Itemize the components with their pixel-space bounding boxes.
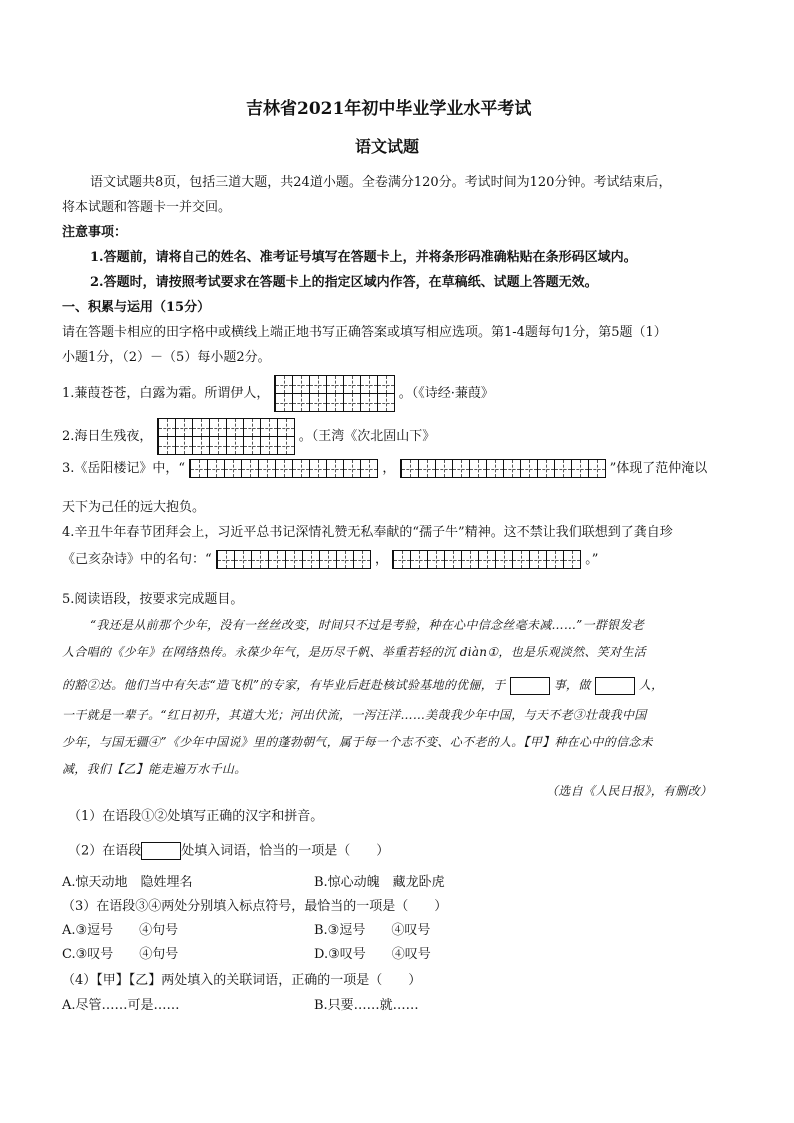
question-1 (62, 375, 494, 415)
question-1-source: 。（《诗经·蒹葭》 (398, 385, 494, 401)
subquestion-3-option-a[interactable]: A.③逗号 ④句号 (62, 923, 179, 938)
subquestion-4-option-b[interactable]: B.只要……就…… (314, 998, 419, 1013)
question-2-source: 。（王湾《次北固山下》 (298, 428, 436, 444)
question-3-answer-grid-a[interactable] (189, 459, 378, 478)
question-4-answer-grid-b[interactable] (392, 550, 581, 569)
subquestion-2-text: （2）在语段 (68, 843, 142, 859)
question-4-comma: ， (374, 551, 388, 567)
subquestion-4: （4）【甲】【乙】两处填入的关联词语，正确的一项是（ ） (62, 973, 422, 988)
subquestion-1: （1）在语段①②处填写正确的汉字和拼音。 (68, 809, 324, 824)
subquestion-2-option-a[interactable]: A.惊天动地 隐姓埋名 (62, 875, 193, 890)
section-instruction-2: 小题1分，（2）－（5）每小题2分。 (62, 350, 271, 365)
question-1-answer-grid[interactable] (274, 375, 395, 412)
subquestion-4-option-a[interactable]: A.尽管……可是…… (62, 998, 180, 1013)
notes-item-2: 2.答题时，请按照考试要求在答题卡上的指定区域内作答，在草稿纸、试题上答题无效。 (90, 275, 598, 290)
passage-source: （选自《人民日报》，有删改） (546, 784, 713, 798)
question-5-heading: 5.阅读语段，按要求完成题目。 (62, 592, 244, 607)
passage-line-2: 人合唱的《少年》在网络热传。永葆少年气，是历尽千帆、举重若轻的沉 diàn①，也是乐观淡然、笑对生活 (62, 645, 646, 659)
subquestion-2-blank-box[interactable] (141, 842, 181, 860)
question-3-answer-grid-b[interactable] (400, 459, 606, 478)
section-instruction-1: 请在答题卡相应的田字格中或横线上端正地书写正确答案或填写相应选项。第1-4题每句1分，第5题（1） (62, 325, 667, 340)
question-3-comma: ， (382, 460, 396, 476)
notes-item-1: 1.答题前，请将自己的姓名、准考证号填写在答题卡上，并将条形码准确粘贴在条形码区域内。 (90, 250, 637, 265)
question-4-text: 《己亥杂诗》中的名句：“ (62, 551, 212, 567)
question-2 (62, 418, 435, 458)
question-4-line-1: 4.辛丑牛年春节团拜会上，习近平总书记深情礼赞无私奉献的“孺子牛”精神。这不禁让我们联想到了龚自珍 (62, 525, 673, 540)
passage-line-5: 少年，与国无疆④”《少年中国说》里的蓬勃朝气，属于每一个志不变、心不老的人。【甲】种在心中的信念未 (62, 735, 653, 749)
question-4-answer-grid-a[interactable] (216, 550, 371, 569)
passage-line-3-text: 的豁②达。他们当中有矢志“造飞机”的专家，有毕业后赶赴核试验基地的优俪，于 (62, 678, 506, 692)
subquestion-2 (68, 842, 389, 861)
subquestion-2-text-end: 处填入词语，恰当的一项是（ ） (181, 843, 390, 859)
passage-line-6: 减，我们【乙】能走遍万水千山。 (62, 762, 247, 776)
passage-line-3-mid: 事，做 (553, 678, 591, 692)
intro-line-1: 语文试题共8页，包括三道大题，共24道小题。全卷满分120分。考试时间为120分钟。考试结束后， (90, 175, 672, 190)
question-2-answer-grid[interactable] (157, 418, 295, 455)
question-3 (62, 459, 707, 495)
question-2-text: 2.海日生残夜， (62, 428, 153, 444)
passage-blank-box-2[interactable] (595, 677, 635, 695)
subquestion-3: （3）在语段③④两处分别填入标点符号，最恰当的一项是（ ） (62, 899, 448, 914)
question-4-after: 。” (585, 551, 599, 567)
intro-line-2: 将本试题和答题卡一并交回。 (62, 200, 232, 215)
subquestion-3-option-d[interactable]: D.③叹号 ④叹号 (314, 947, 431, 962)
passage-line-4: 一干就是一辈子。“红日初升，其道大光；河出伏流，一泻汪洋……美哉我少年中国，与天不老③壮哉我中国 (62, 708, 647, 722)
passage-line-3 (62, 676, 663, 695)
subquestion-3-option-b[interactable]: B.③逗号 ④叹号 (314, 923, 431, 938)
section-heading: 一、积累与运用（15分） (62, 300, 211, 315)
subquestion-3-option-c[interactable]: C.③叹号 ④句号 (62, 947, 179, 962)
passage-line-1: “我还是从前那个少年，没有一丝丝改变，时间只不过是考验，种在心中信念丝毫未减……”一群银发老 (90, 618, 645, 632)
question-3-after: ”体现了范仲淹以 (609, 460, 708, 476)
question-3-line-2: 天下为己任的远大抱负。 (62, 500, 206, 515)
page-title: 吉林省2021年初中毕业学业水平考试 (246, 99, 532, 119)
question-1-text: 1.蒹葭苍苍，白露为霜。所谓伊人， (62, 385, 270, 401)
subquestion-2-option-b[interactable]: B.惊心动魄 藏龙卧虎 (314, 875, 445, 890)
page-subtitle: 语文试题 (355, 137, 420, 156)
question-4 (62, 550, 598, 586)
notes-heading: 注意事项： (62, 225, 128, 240)
question-3-text: 3.《岳阳楼记》中，“ (62, 460, 186, 476)
passage-blank-box-1[interactable] (510, 677, 550, 695)
passage-line-3-end: 人， (638, 678, 664, 692)
